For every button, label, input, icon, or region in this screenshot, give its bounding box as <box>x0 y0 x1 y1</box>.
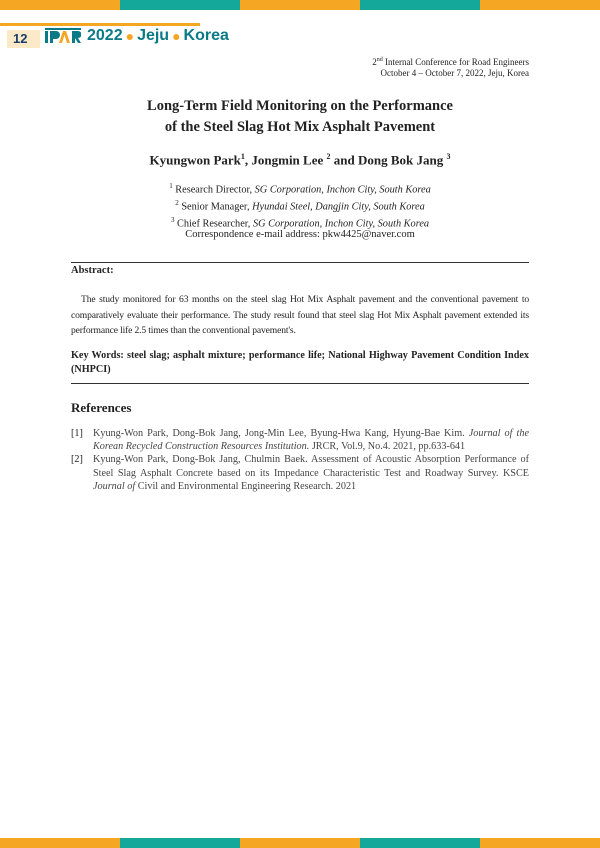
separator-dot-icon: ● <box>172 28 181 44</box>
reference-list <box>71 427 529 493</box>
affiliation: $^2$ Senior Manager, Hyundai Steel, Dangjin City, South Korea <box>175 198 425 213</box>
author-name: Kyungwon Park <box>149 152 241 168</box>
header-rule <box>0 23 200 26</box>
iparc-logo-icon <box>45 28 81 45</box>
abstract-heading: Abstract: <box>71 265 114 276</box>
top-color-stripe <box>0 0 600 10</box>
divider <box>71 383 529 384</box>
keywords: Key Words: steel slag; asphalt mixture; performance life; National Highway Pavement Condition Index (NHPCI) <box>71 350 529 375</box>
reference-item: [1] Kyung-Won Park, Dong-Bok Jang, Jong-Min Lee, Byung-Hwa Kang, Hyung-Bae Kim. Journal of the Korean Recycled Construction Resources Institution. JRCR, Vol.9, No.4. 2021, pp.633-641 <box>71 428 529 453</box>
affiliation: $^3$ Chief Researcher, SG Corporation, Inchon City, South Korea <box>170 215 430 230</box>
affiliations <box>0 180 600 231</box>
references-heading: References <box>71 400 132 415</box>
bottom-color-stripe <box>0 838 600 848</box>
divider <box>71 262 529 263</box>
correspondence-email: Correspondence e-mail address: pkw4425@naver.com <box>185 229 415 240</box>
logo-year: 2022 <box>87 27 123 44</box>
affiliation: $^1$ Research Director, SG Corporation, Inchon City, South Korea <box>169 182 431 196</box>
logo-location-korea: Korea <box>183 27 229 44</box>
separator-dot-icon: ● <box>125 28 135 44</box>
page-number: 12 <box>7 30 40 48</box>
paper-title: Long-Term Field Monitoring on the Performance of the Steel Slag Hot Mix Asphalt Pavement <box>147 98 453 135</box>
logo-location-jeju: Jeju <box>137 27 170 44</box>
reference-item: [2] Kyung-Won Park, Dong-Bok Jang, Chulmin Baek. Assessment of Acoustic Absorption Performance of Steel Slag Asphalt Concrete based on its Impedance Characteristic Test and Roadway Survey. KSCE Journal of Civil and Environmental Engineering Research. 2021 <box>71 454 529 492</box>
conference-info: 2nd Internal Conference for Road Engineers October 4 – October 7, 2022, Jeju, Korea <box>372 57 529 78</box>
author-list: Kyungwon Park$^1$, Jongmin Lee $^2$ and Dong Bok Jang $^3$ <box>149 152 451 168</box>
abstract-text: The study monitored for 63 months on the steel slag Hot Mix Asphalt pavement and the conventional pavement to comparatively evaluate their performance. The study result found that steel slag Hot Mix Asphalt pavement extended its performance life 2.5 times than the conventional pavement's. <box>71 294 529 336</box>
author-name: Jongmin Lee <box>251 152 324 168</box>
conference-logo <box>45 27 229 45</box>
author-name: Dong Bok Jang <box>357 152 444 168</box>
